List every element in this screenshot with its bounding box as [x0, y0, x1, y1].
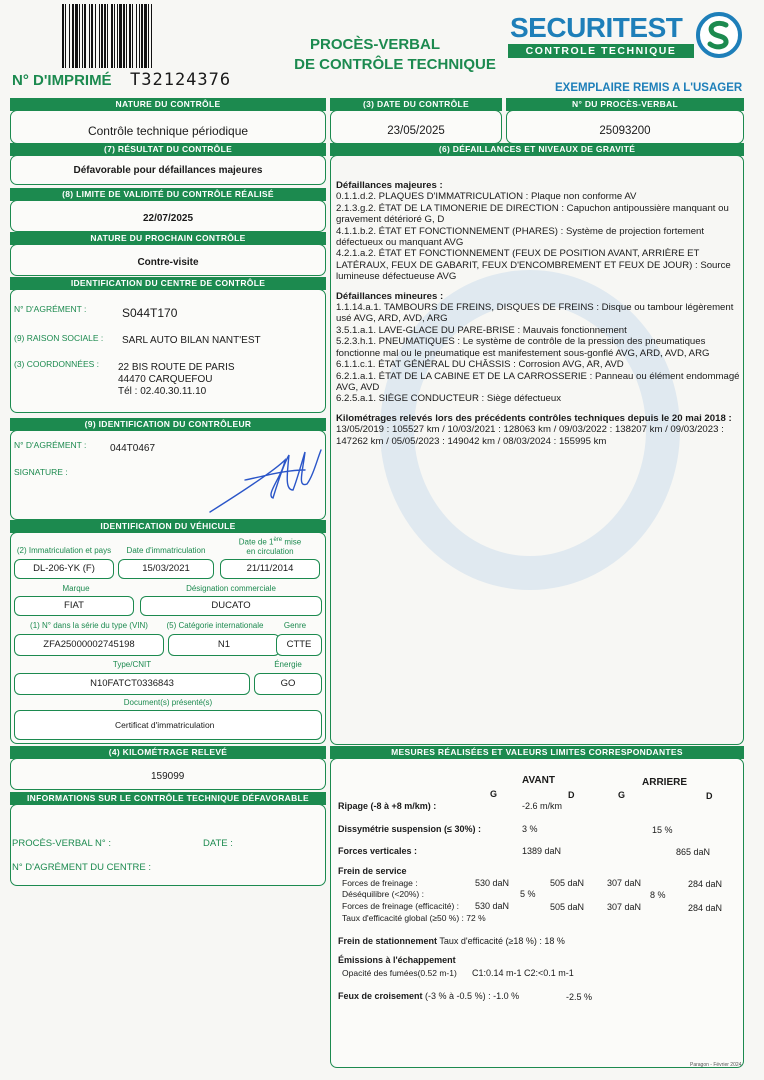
feux-v2: -2.5 %: [566, 992, 593, 1002]
arriere-d: D: [706, 791, 713, 801]
result-value: Défavorable pour défaillances majeures: [73, 165, 263, 176]
dissym-av: 3 %: [522, 824, 538, 834]
minor-title: Défaillances mineures :: [336, 290, 444, 302]
km-box: [10, 758, 326, 790]
emissions-label: Émissions à l'échappement: [338, 955, 456, 965]
date-immat-label: Date d'immatriculation: [126, 546, 206, 555]
brand-subtitle: CONTROLE TECHNIQUE: [508, 44, 694, 58]
imprime-label: N° D'IMPRIMÉ: [12, 72, 112, 89]
deseq-label: Déséquilibre (<20%) :: [342, 889, 424, 899]
first-circulation-label: Date de 1ère mise en circulation: [238, 537, 302, 556]
feux-croisement: Feux de croisement (-3 % à -0.5 %) : -1.0 %: [338, 991, 520, 1001]
defavorable-header: INFORMATIONS SUR LE CONTRÔLE TECHNIQUE DÉFAVORABLE: [10, 792, 326, 805]
imprime-number: T32124376: [130, 70, 232, 90]
defav-pv-label: PROCÈS-VERBAL N° :: [12, 838, 111, 849]
centre-phone: Tél : 02.40.30.11.10: [118, 386, 207, 397]
minor-item: 6.2.1.a.1. ÉTAT DE LA CABINE ET DE LA CARROSSERIE : Panneau ou élément endommagé AVG, AVD: [336, 370, 740, 393]
documents-value: Certificat d'immatriculation: [14, 710, 322, 740]
avant-label: AVANT: [522, 775, 555, 786]
minor-item: 6.1.1.c.1. ÉTAT GÉNÉRAL DU CHÂSSIS : Corrosion AVG, AR, AVD: [336, 359, 624, 371]
opacite-label: Opacité des fumées(0.52 m-1): [342, 968, 457, 978]
next-box: [10, 244, 326, 276]
genre-value: CTTE: [276, 634, 322, 656]
ffe-label: Forces de freinage (efficacité) :: [342, 901, 460, 911]
ripage-label: Ripage (-8 à +8 m/km) :: [338, 801, 437, 811]
controleur-agrement-label: N° D'AGRÉMENT :: [14, 440, 87, 450]
centre-address1: 22 BIS ROUTE DE PARIS: [118, 362, 235, 373]
stationnement: Frein de stationnement Taux d'efficacité (≥18 %) : 18 %: [338, 936, 565, 946]
minor-item: 3.5.1.a.1. LAVE-GLACE DU PARE-BRISE : Mauvais fonctionnement: [336, 324, 627, 336]
km-header: (4) KILOMÉTRAGE RELEVÉ: [10, 746, 326, 759]
ff-avd: 505 daN: [550, 878, 585, 888]
brand-s-icon: [696, 12, 742, 58]
nature-value: Contrôle technique périodique: [87, 124, 249, 138]
immat-label: (2) Immatriculation et pays: [16, 546, 112, 555]
centre-raison-value: SARL AUTO BILAN NANT'EST: [122, 335, 261, 346]
ff-avg: 530 daN: [475, 878, 510, 888]
avant-d: D: [568, 790, 575, 800]
ffe-avd: 505 daN: [550, 902, 585, 912]
nature-box: [10, 110, 326, 144]
vin-value: ZFA25000002745198: [14, 634, 164, 656]
minor-item: 6.2.5.a.1. SIÈGE CONDUCTEUR : Siège défectueux: [336, 393, 562, 405]
categorie-label: (5) Catégorie internationale: [166, 621, 264, 630]
result-box: [10, 155, 326, 185]
ripage-value: -2.6 m/km: [522, 801, 563, 811]
marque-value: FIAT: [14, 596, 134, 616]
vin-label: (1) N° dans la série du type (VIN): [30, 621, 148, 630]
major-item: 4.1.1.b.2. ÉTAT ET FONCTIONNEMENT (PHARES) : Système de projection fortement défectueux ou manquant AVG: [336, 225, 705, 249]
ff-ard: 284 daN: [688, 879, 723, 889]
documents-label: Document(s) présenté(s): [123, 698, 213, 707]
defects-list: [336, 180, 742, 447]
printer-mark: Paragon - Février 2024: [690, 1062, 742, 1068]
deseq-ar: 8 %: [650, 890, 666, 900]
major-item: 2.1.3.g.2. ÉTAT DE LA TIMONERIE DE DIRECTION : Capuchon antipoussière manquant ou gravement détérioré G, D: [336, 202, 729, 226]
vehicle-header: IDENTIFICATION DU VÉHICULE: [10, 520, 326, 533]
centre-raison-label: (9) RAISON SOCIALE :: [14, 333, 104, 343]
brand-logo: SECURITEST: [510, 12, 683, 43]
arriere-label: ARRIERE: [642, 777, 688, 788]
ff-arg: 307 daN: [607, 878, 642, 888]
result-header: (7) RÉSULTAT DU CONTRÔLE: [10, 143, 326, 156]
centre-agrement-label: N° D'AGRÉMENT :: [14, 304, 87, 314]
pv-header: N° DU PROCÈS-VERBAL: [506, 98, 744, 111]
date-immat-value: 15/03/2021: [118, 559, 214, 579]
signature-label: SIGNATURE :: [14, 467, 68, 477]
type-label: Type/CNIT: [112, 660, 152, 669]
first-circulation-value: 21/11/2014: [220, 559, 320, 579]
minor-item: 5.2.3.h.1. PNEUMATIQUES : Le système de contrôle de la pression des pneumatiques fonctionne mal ou le pneumatique est manifestement sous-gonflé AVG, ARD, AVD, ARG: [336, 336, 710, 359]
pv-value: 25093200: [599, 125, 651, 137]
next-value: Contre-visite: [137, 257, 199, 268]
centre-address2: 44470 CARQUEFOU: [118, 374, 213, 385]
forces-label: Forces verticales :: [338, 846, 418, 856]
title-line1: PROCÈS-VERBAL: [309, 36, 440, 53]
designation-label: Désignation commerciale: [186, 584, 276, 593]
ffe-arg: 307 daN: [607, 902, 642, 912]
copy-label: EXEMPLAIRE REMIS A L'USAGER: [555, 82, 743, 94]
date-box: [330, 110, 502, 144]
arriere-g: G: [618, 790, 626, 800]
barcode-bar: [152, 4, 154, 68]
forces-freinage-label: Forces de freinage :: [342, 878, 418, 888]
ffe-avg: 530 daN: [475, 901, 510, 911]
next-header: NATURE DU PROCHAIN CONTRÔLE: [10, 232, 326, 245]
minor-item: 1.1.14.a.1. TAMBOURS DE FREINS, DISQUES DE FREINS : Disque ou tambour légèrement usé AVG, ARD, AVD, ARG: [336, 302, 734, 325]
barcode: [62, 4, 244, 68]
pv-box: [506, 110, 744, 144]
major-title: Défaillances majeures :: [336, 180, 443, 191]
defects-header: (6) DÉFAILLANCES ET NIVEAUX DE GRAVITÉ: [330, 143, 744, 156]
immat-value: DL-206-YK (F): [14, 559, 114, 579]
validity-header: (8) LIMITE DE VALIDITÉ DU CONTRÔLE RÉALISÉ: [10, 188, 326, 201]
nature-header: NATURE DU CONTRÔLE: [10, 98, 326, 111]
forces-av: 1389 daN: [522, 846, 562, 856]
avant-g: G: [490, 789, 498, 799]
defav-agrement-label: N° D'AGRÉMENT DU CENTRE :: [12, 862, 151, 873]
km-history: Kilométrages relevés lors des précédents contrôles techniques depuis le 20 mai 2018 : 13/05/2019 : 105527 km / 10/03/2021 : 128063 km / 09/03/2022 : 138207 km / 09/03/2023 : 147262 km / 05/05/2023 : 149042 km / 08/03/2024 : 155995 km: [336, 412, 732, 447]
major-item: 0.1.1.d.2. PLAQUES D'IMMATRICULATION : Plaque non conforme AV: [336, 191, 637, 203]
marque-label: Marque: [62, 584, 90, 593]
energie-value: GO: [254, 673, 322, 695]
date-value: 23/05/2025: [387, 125, 445, 137]
major-item: 4.2.1.a.2. ÉTAT ET FONCTIONNEMENT (FEUX DE POSITION AVANT, ARRIÈRE ET LATÉRAUX, FEUX DE GABARIT, FEUX D'ENCOMBREMENT ET FEUX DE JOUR) : Source lumineuse défectueuse AVG: [336, 248, 731, 283]
centre-header: IDENTIFICATION DU CENTRE DE CONTRÔLE: [10, 277, 326, 290]
categorie-value: N1: [168, 634, 280, 656]
ffe-ard: 284 daN: [688, 903, 723, 913]
centre-agrement-value: S044T170: [122, 306, 178, 320]
taux-global: Taux d'efficacité global (≥50 %) : 72 %: [342, 913, 486, 923]
title-line2: DE CONTRÔLE TECHNIQUE: [294, 56, 496, 73]
forces-ar: 865 daN: [676, 847, 711, 857]
measures-header: MESURES RÉALISÉES ET VALEURS LIMITES CORRESPONDANTES: [330, 746, 744, 759]
date-header: (3) DATE DU CONTRÔLE: [330, 98, 502, 111]
genre-label: Genre: [283, 621, 307, 630]
type-value: N10FATCT0336843: [14, 673, 250, 695]
controleur-agrement-value: 044T0467: [110, 443, 156, 454]
energie-label: Énergie: [274, 660, 302, 669]
dissym-ar: 15 %: [652, 825, 673, 835]
dissym-label: Dissymétrie suspension (≤ 30%) :: [338, 824, 481, 834]
centre-coord-label: (3) COORDONNÉES :: [14, 359, 100, 369]
opacite-value: C1:0.14 m-1 C2:<0.1 m-1: [472, 968, 574, 978]
frein-service-label: Frein de service: [338, 866, 407, 876]
validity-box: [10, 200, 326, 232]
km-value: 159099: [151, 771, 185, 782]
deseq-av: 5 %: [520, 889, 536, 899]
validity-value: 22/07/2025: [142, 213, 194, 224]
designation-value: DUCATO: [140, 596, 322, 616]
defav-date-label: DATE :: [203, 838, 233, 849]
controleur-header: (9) IDENTIFICATION DU CONTRÔLEUR: [10, 418, 326, 431]
